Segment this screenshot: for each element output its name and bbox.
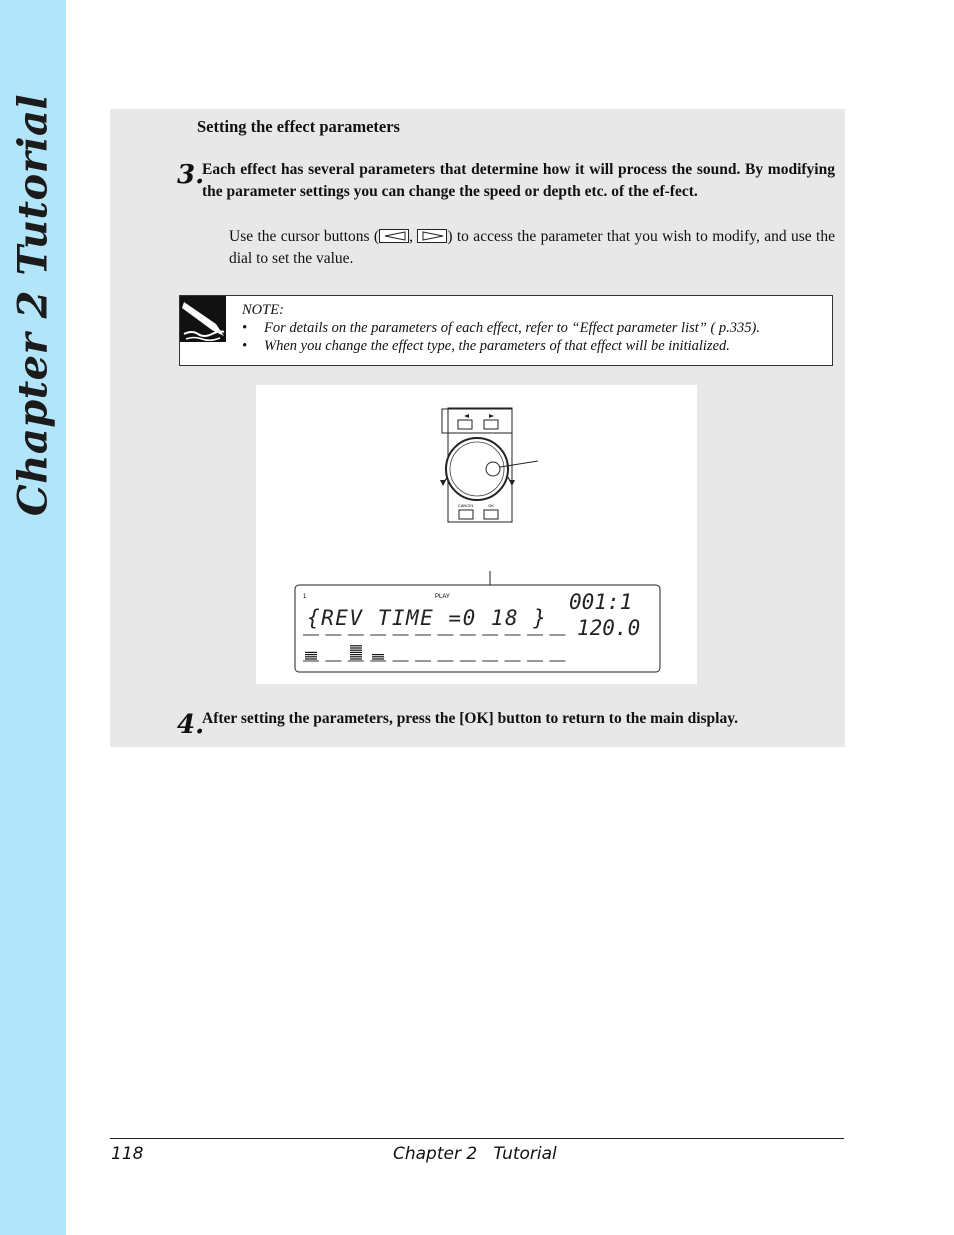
note-title: NOTE: xyxy=(242,302,284,318)
lcd-track-number: 1 xyxy=(303,594,307,600)
note-pencil-icon xyxy=(180,296,226,342)
step-3-number: 3. xyxy=(177,160,205,190)
dial-finger-hole xyxy=(486,462,500,476)
lcd-position-readout: 001:1 xyxy=(569,590,633,614)
figure-illustration xyxy=(256,385,697,684)
ok-key xyxy=(484,510,498,519)
step-4-number: 4. xyxy=(177,710,205,740)
step-3-body-before: Use the cursor buttons ( xyxy=(229,228,380,245)
cursor-right-key xyxy=(484,420,498,429)
note-item-2: • When you change the effect type, the parameters of that effect will be initialized. xyxy=(242,338,730,354)
note-item-1: • For details on the parameters of each effect, refer to “Effect parameter list” ( p.335). xyxy=(242,320,761,336)
ok-label: OK xyxy=(488,503,494,508)
lcd-parameter-readout: {REV TIME =0 18 } xyxy=(307,606,548,630)
cursor-left-key xyxy=(458,420,472,429)
chapter-side-title: Chapter 2 Tutorial xyxy=(9,93,57,517)
cursor-left-button-icon xyxy=(379,229,409,243)
note-box xyxy=(179,295,833,366)
cancel-label: CANCEL xyxy=(457,503,475,508)
lcd-mode: PLAY xyxy=(435,594,450,600)
step-3-body xyxy=(229,226,835,270)
section-heading: Setting the effect parameters xyxy=(197,117,400,136)
step-3-body-after: ) to access the parameter that you wish to modify, and use the dial to set the value. xyxy=(229,228,835,267)
cancel-key xyxy=(459,510,473,519)
cursor-right-button-icon xyxy=(417,229,447,243)
dial-arrow-left-icon xyxy=(440,480,446,486)
dial-and-display-figure xyxy=(256,385,697,684)
step-4-text: After setting the parameters, press the [OK] button to return to the main display. xyxy=(202,710,738,727)
footer-chapter-title: Chapter 2 Tutorial xyxy=(393,1144,557,1164)
footer-rule xyxy=(110,1138,844,1139)
step-3-text: Each effect has several parameters that determine how it will process the sound. By modifying the parameter settings you can change the speed or depth etc. of the ef-fect. xyxy=(202,161,835,200)
page-number: 118 xyxy=(111,1144,144,1164)
lcd-tempo-readout: 120.0 xyxy=(577,616,641,640)
step-3-body-sep: , xyxy=(409,228,418,245)
chapter-side-tab xyxy=(0,0,66,1235)
